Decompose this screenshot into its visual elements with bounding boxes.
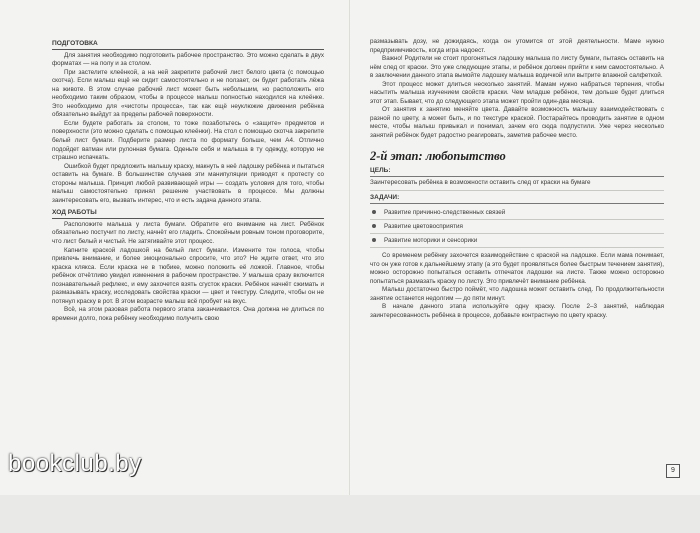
paragraph: При застелите клеёнкой, а на ней закрепите рабочий лист белого цвета (с помощью скотча). Если малыш ещё не сидит самостоятельно и не ползает, он будет работать лёжа на животе. В этом случае рабочий лист может быть небольшим, но расположить его необходимо таким образом, чтобы в процессе малыш полностью находился на клеёнке. Это необходимо для «чистоты процесса», так как ещё неуклюжие движения ребёнка обязательно выйдут за пределы рабочей поверхности.: [52, 68, 324, 119]
paragraph: Всё, на этом разовая работа первого этапа заканчивается. Она должна не длиться по времени долго, пока ребёнку необходимо получить свою: [52, 306, 324, 322]
paragraph: От занятия к занятию меняйте цвета. Давайте возможность малышу взаимодействовать с разной по цвету, а может быть, и по текстуре краской. Постарайтесь проводить занятие в одном месте, чтобы малыш привыкал и понимал, зачем его сюда подпустили. Уже через несколько занятий ребёнок будет радостно реагировать, заметив рабочее место.: [370, 106, 664, 140]
heading-preparation: ПОДГОТОВКА: [52, 40, 324, 50]
paragraph: Капните краской ладошкой на белый лист бумаги. Измените тон голоса, чтобы привлечь внимание, и более эмоционально спросите, что это? Не ждите ответ, что это краска клякса. Если краска не в тюбике, можно положить её ложкой. Главное, чтобы ребёнок отчётливо увидел изменения в рабочем пространстве. У малыша сразу включится познавательный рефлекс, и ему захочется взять сгусток краски. Ребёнок начнёт сжимать и размазывать краску, исследовать свойства краски — цвет и текстуру. Следите, чтобы он не потянул краску в рот. В этом возрасте малыш всё пробует на вкус.: [52, 246, 324, 305]
book-gutter: [349, 0, 351, 495]
goal-label: ЦЕЛЬ:: [370, 167, 664, 178]
heading-workflow: ХОД РАБОТЫ: [52, 209, 324, 219]
paragraph: Важно! Родители не стоит прогоняться ладошку малыша по листу бумаги, пытаясь оставить на нём след от краски. Это уже следующие этапы, и ребёнок должен прийти к ним самостоятельно. А в заключении данного этапа вымойте ладошку малыша водичкой или вытрите влажной салфеткой.: [370, 55, 664, 80]
goal-text: Заинтересовать ребёнка в возможности оставить след от краски на бумаге: [370, 179, 664, 191]
list-item: Развитие причинно-следственных связей: [370, 206, 664, 220]
paragraph: Малыш достаточно быстро поймёт, что ладошка может оставить след. По продолжительности занятие останется недолгим — до пяти минут.: [370, 286, 664, 302]
paragraph: Для занятия необходимо подготовить рабочее пространство. Это можно сделать в двух форматах — на полу и за столом.: [52, 51, 324, 68]
tasks-list: [370, 206, 664, 248]
list-item: Развитие моторики и сенсорики: [370, 234, 664, 248]
paragraph: размазывать дозу, не дожидаясь, когда он утомится от этой деятельности. Маме нужно предприимчивость, когда игра надоест.: [370, 38, 664, 54]
paragraph: Этот процесс может длиться несколько занятий. Мамам нужно набраться терпения, чтобы насытить малыша изучением свойств краски. Чем младше ребёнок, тем дольше будет длиться этот этап. Бывает, что до следующего этапа может пройти один-два месяца.: [370, 80, 664, 105]
right-page: [370, 0, 664, 533]
tasks-label: ЗАДАЧИ:: [370, 194, 664, 205]
paragraph: Ошибкой будет предложить малышу краску, макнуть в неё ладошку ребёнка и пытаться оставить на бумаге. В большинстве случаев эти манипуляции приводят к протесту со стороны малыша. Принцип любой развивающей игры — создать условия для того, чтобы малыш самостоятельно принял решение участвовать в процессе. Мы должны заинтересовать его, вызвать интерес, что и есть задача данного этапа.: [52, 162, 324, 204]
paragraph: Если будете работать за столом, то тоже позаботьтесь о «защите» предметов и поверхности (это можно сделать с помощью клеёнки). На стол с помощью скотча закрепите белый лист бумаги. Подберите размер листа по формату больше, чем А4. Отлично подойдет ватман или рулонная бумага. Оденьте себя и малыша в ту одежду, которую не страшно испачкать.: [52, 119, 324, 162]
paragraph: В начале данного этапа используйте одну краску. После 2–3 занятий, наблюдая заинтересованность ребёнка в процессе, добавьте контрастную по цвету краску.: [370, 303, 664, 320]
page-number: 9: [666, 464, 680, 478]
paragraph: Со временем ребёнку захочется взаимодействие с краской на ладошке. Если мама понимает, что он уже готов к дальнейшему этапу (а это будет проявляться более быстрым течением занятия), можно осторожно попытаться оставить отпечаток ладошки на листе. Также можно осторожно попытаться размазать краску по листу. Это привлечёт внимание ребёнка.: [370, 252, 664, 285]
paragraph: Расположите малыша у листа бумаги. Обратите его внимание на лист. Ребёнок обязательно постучит по листу, начнёт его гладить. Спокойным ровным тоном проговорите, что лист белый и чистый. Не затягивайте этот процесс.: [52, 220, 324, 246]
section-title: 2-й этап: любопытство: [370, 148, 506, 163]
watermark-logo: bookclub.by: [8, 450, 142, 477]
list-item: Развитие цветовосприятия: [370, 220, 664, 234]
